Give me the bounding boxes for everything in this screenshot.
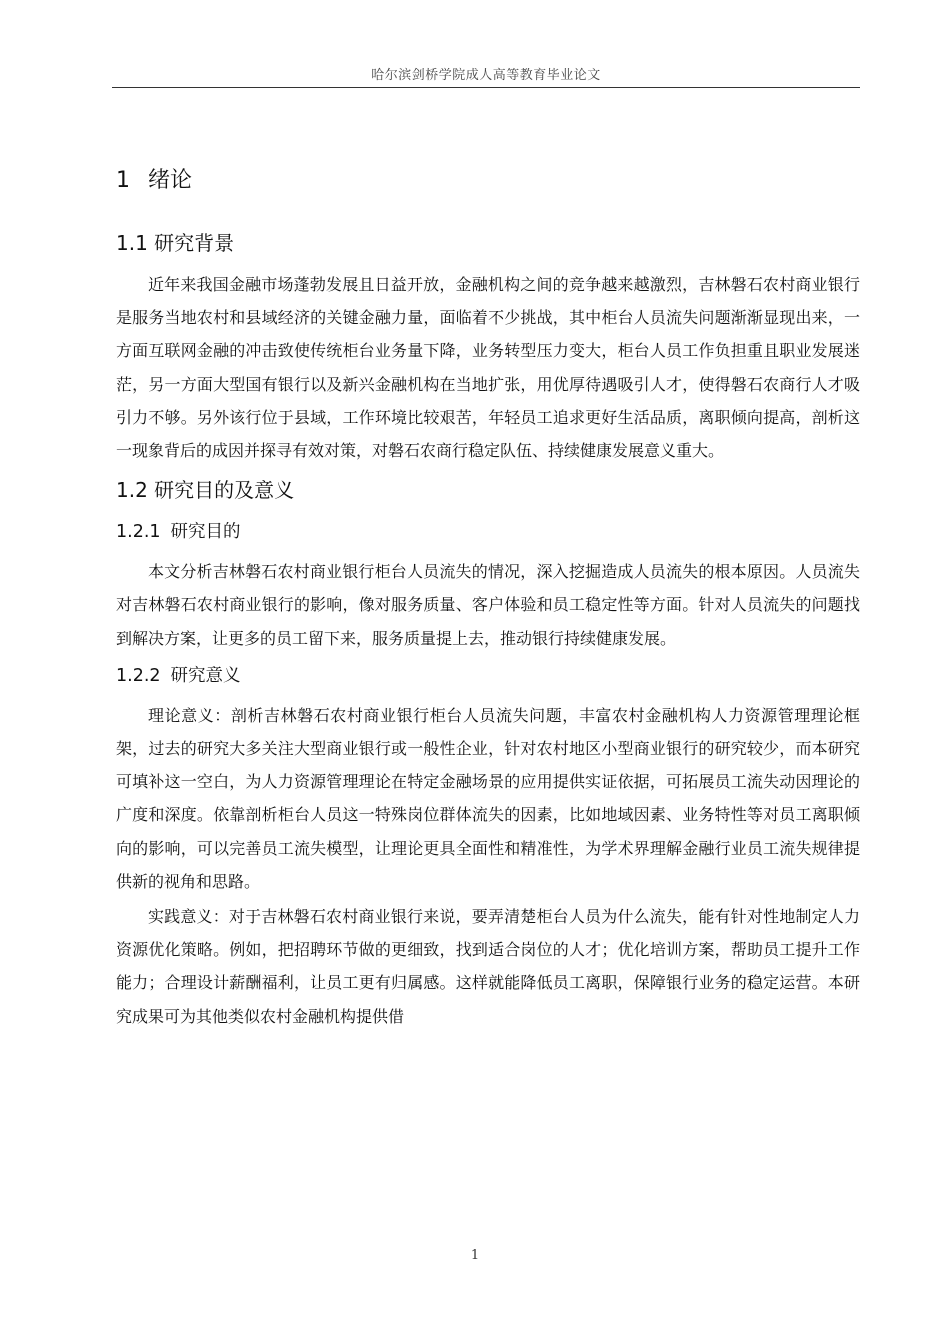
running-header: 哈尔滨剑桥学院成人高等教育毕业论文 — [371, 68, 601, 83]
chapter-heading — [116, 160, 860, 202]
page-number: 1 — [470, 1248, 480, 1263]
chapter-title: 绪论 — [148, 168, 193, 193]
section-title-1-2-2: 研究意义 — [170, 665, 241, 686]
section-title-1-2-1: 研究目的 — [170, 522, 241, 543]
document-body — [116, 160, 860, 1033]
section-heading-1-2: 1.2 研究目的及意义 — [116, 478, 295, 503]
section-heading-1-1: 1.1 研究背景 — [116, 231, 235, 255]
section-number-1-2-2: 1.2.2 — [116, 665, 161, 686]
section-heading-1-2-1 — [116, 515, 860, 549]
chapter-number: 1 — [116, 168, 130, 193]
paragraph-research-purpose: 本文分析吉林磐石农村商业银行柜台人员流失的情况，深入挖掘造成人员流失的根本原因。人员流失对吉林磐石农村商业银行的影响，像对服务质量、客户体验和员工稳定性等方面。针对人员流失的问题找到解决方案，让更多的员工留下来，服务质量提上去，推动银行持续健康发展。 — [116, 562, 860, 648]
section-number-1-2-1: 1.2.1 — [116, 522, 161, 543]
header-rule — [112, 87, 860, 88]
section-heading-1-2-2 — [116, 659, 860, 693]
paragraph-research-background: 近年来我国金融市场蓬勃发展且日益开放，金融机构之间的竞争越来越激烈，吉林磐石农村商业银行是服务当地农村和县域经济的关键金融力量，面临着不少挑战，其中柜台人员流失问题渐渐显现出来，一方面互联网金融的冲击致使传统柜台业务量下降，业务转型压力变大，柜台人员工作负担重且职业发展迷茫，另一方面大型国有银行以及新兴金融机构在当地扩张，用优厚待遇吸引人才，使得磐石农商行人才吸引力不够。另外该行位于县域，工作环境比较艰苦，年轻员工追求更好生活品质，离职倾向提高，剖析这一现象背后的成因并探寻有效对策，对磐石农商行稳定队伍、持续健康发展意义重大。 — [116, 275, 860, 461]
paragraph-practical-significance: 实践意义：对于吉林磐石农村商业银行来说，要弄清楚柜台人员为什么流失，能有针对性地制定人力资源优化策略。例如，把招聘环节做的更细致，找到适合岗位的人才；优化培训方案，帮助员工提升工作能力；合理设计薪酬福利，让员工更有归属感。这样就能降低员工离职，保障银行业务的稳定运营。本研究成果可为其他类似农村金融机构提供借 — [116, 907, 860, 1026]
paragraph-theoretical-significance: 理论意义：剖析吉林磐石农村商业银行柜台人员流失问题，丰富农村金融机构人力资源管理理论框架，过去的研究大多关注大型商业银行或一般性企业，针对农村地区小型商业银行的研究较少，而本研究可填补这一空白，为人力资源管理理论在特定金融场景的应用提供实证依据，可拓展员工流失动因理论的广度和深度。依靠剖析柜台人员这一特殊岗位群体流失的因素，比如地域因素、业务特性等对员工离职倾向的影响，可以完善员工流失模型，让理论更具全面性和精准性，为学术界理解金融行业员工流失规律提供新的视角和思路。 — [116, 705, 860, 891]
